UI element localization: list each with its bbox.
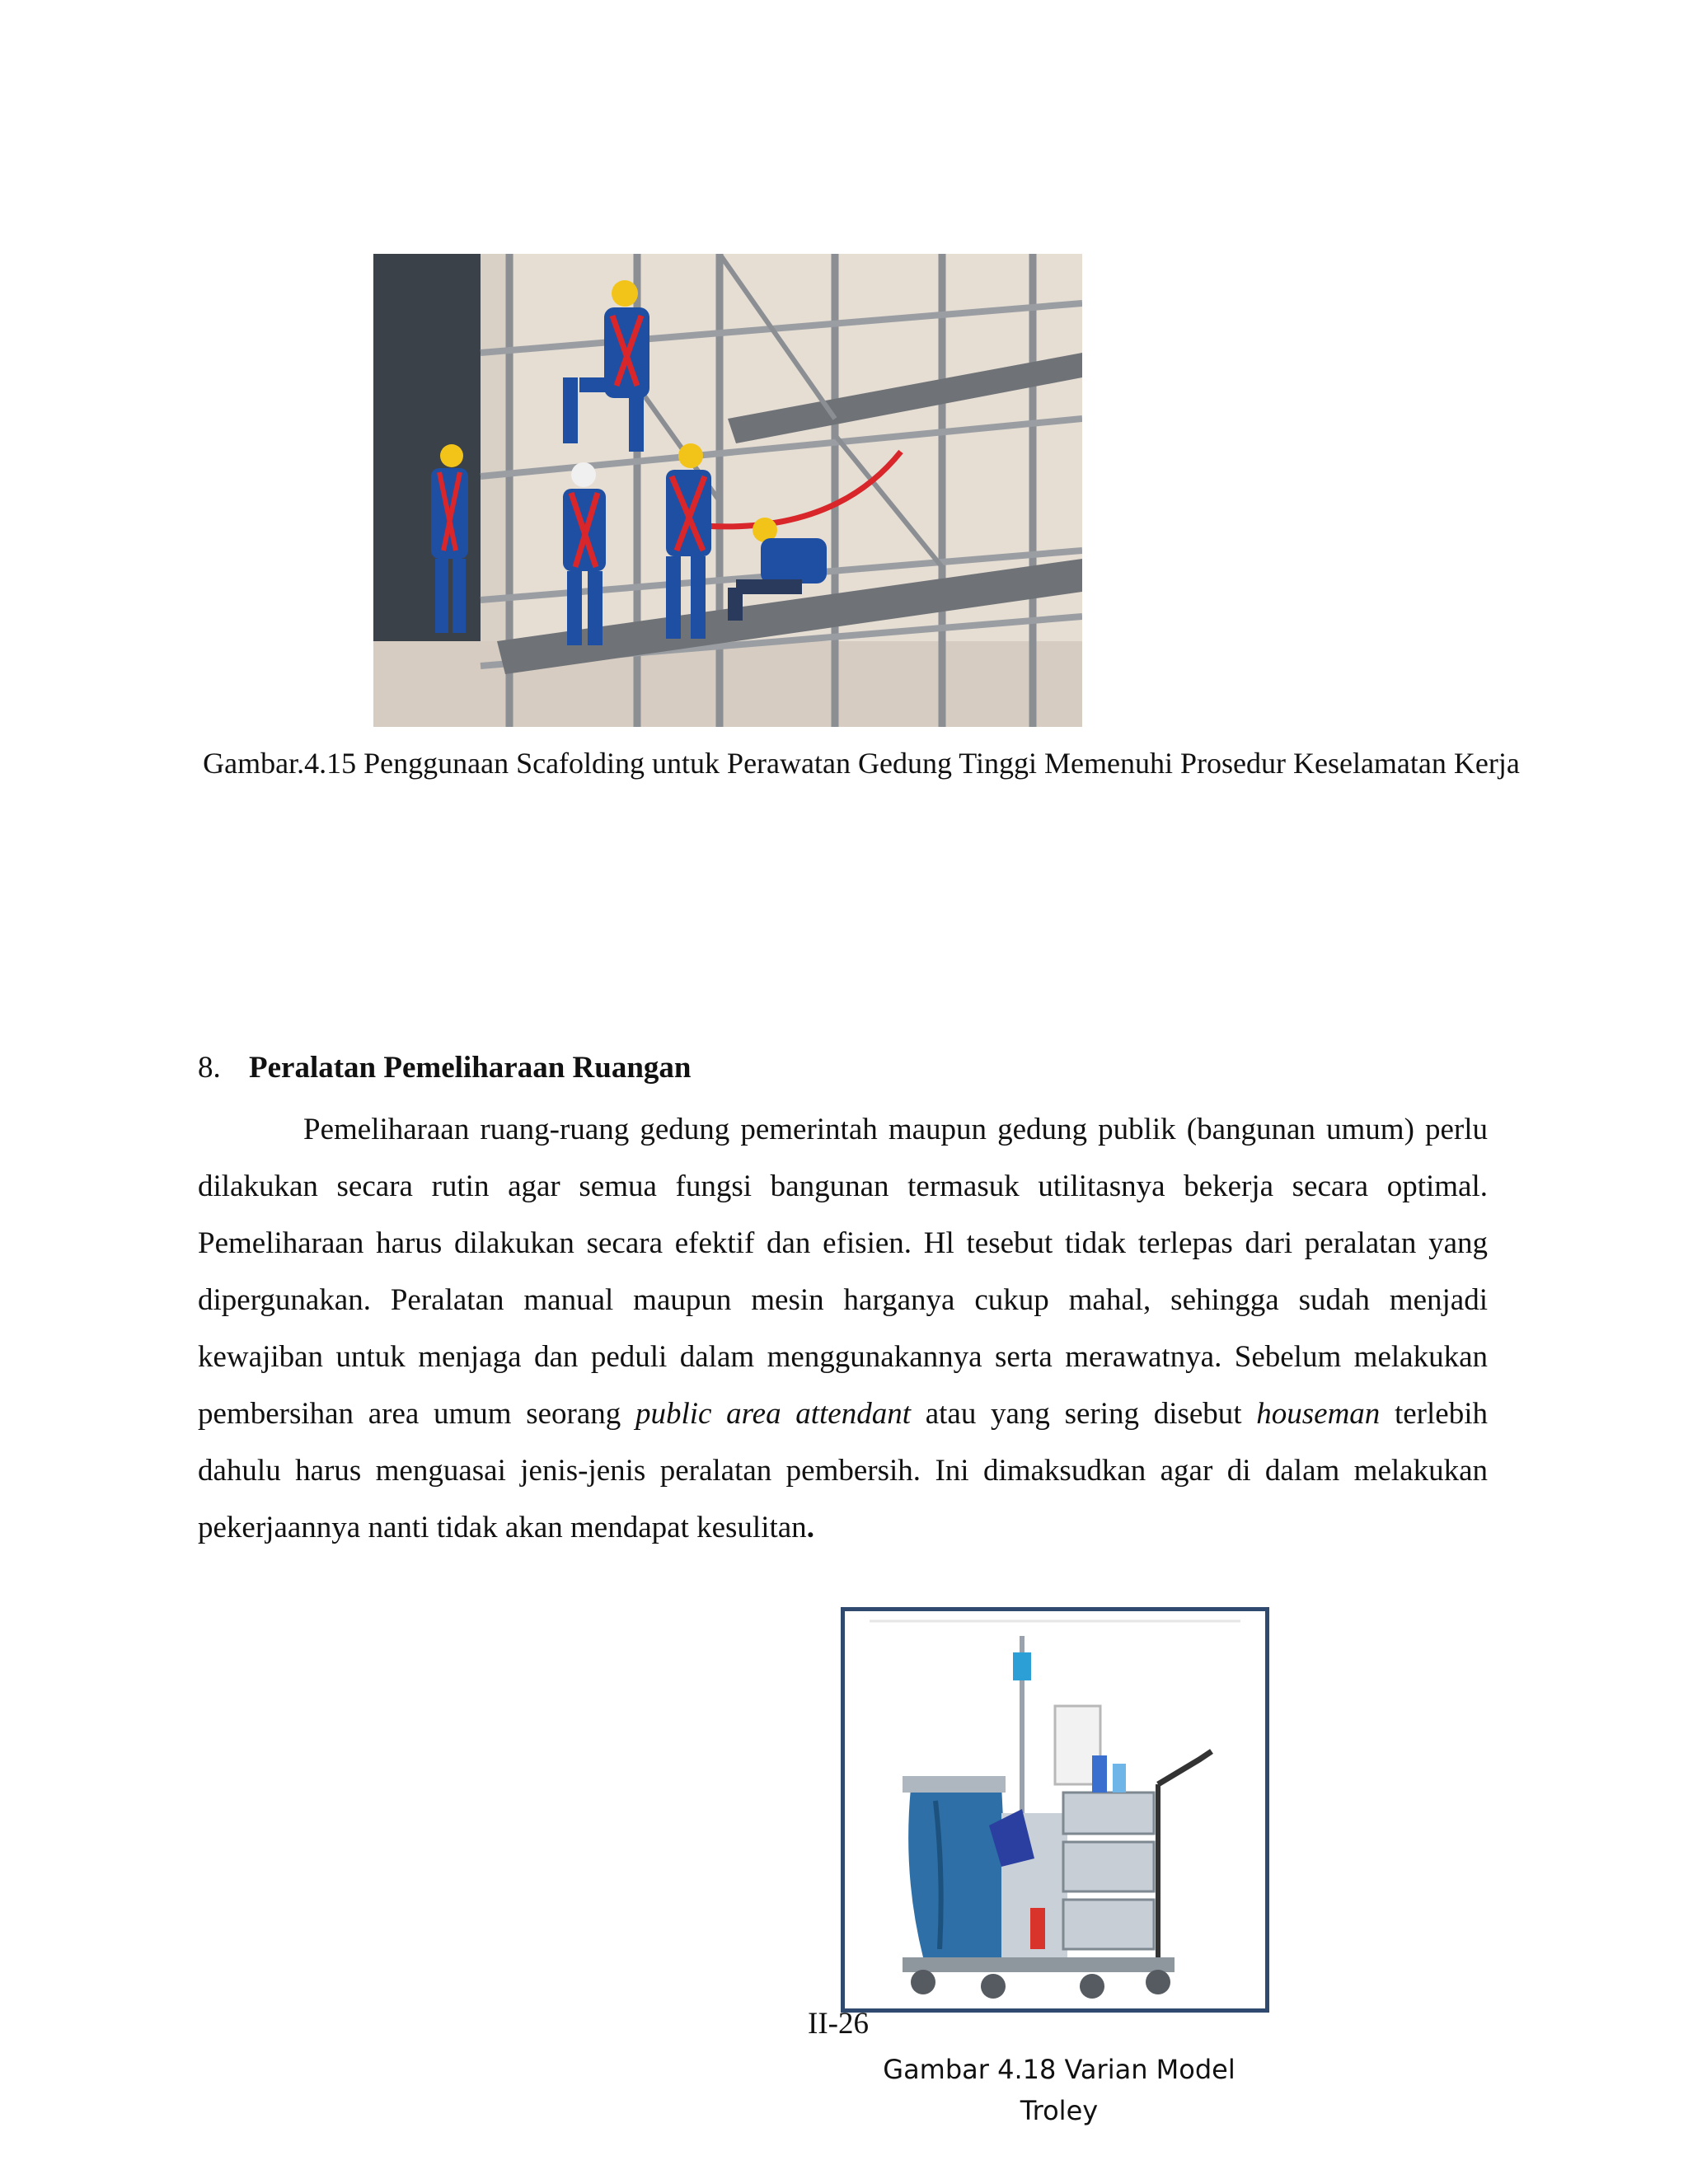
paragraph-end-mark: . [806,1511,814,1544]
body-paragraph [198,1101,1488,1556]
trolley-photo [841,1607,1269,2013]
paragraph-text-3: terlebih dahulu harus menguasai jenis-jenis peralatan pembersih. Ini dimaksudkan agar di dalam melakukan pekerjaannya nanti tidak akan mendapat kesulitan [198,1397,1488,1544]
page-number: II-26 [808,2007,869,2041]
figure-caption-4-15: Gambar.4.15 Penggunaan Scafolding untuk Perawatan Gedung Tinggi Memenuhi Prosedur Keselamatan Kerja [203,747,1520,780]
italic-term-houseman: houseman [1256,1397,1381,1431]
italic-term-public-area-attendant: public area attendant [635,1397,912,1431]
paragraph-text-1: Pemeliharaan ruang-ruang gedung pemerintah maupun gedung publik (bangunan umum) perlu dilakukan secara rutin agar semua fungsi bangunan termasuk utilitasnya bekerja secara optimal. Pemeliharaan harus dilakukan secara efektif dan efisien. Hl tesebut tidak terlepas dari peralatan yang dipergunakan. Peralatan manual maupun mesin harganya cukup mahal, sehingga sudah menjadi kewajiban untuk menjaga dan peduli dalam menggunakannya serta merawatnya. Sebelum melakukan pembersihan area umum seorang [198,1113,1488,1431]
scaffolding-photo [373,254,1082,727]
paragraph-text-2: atau yang sering disebut [911,1397,1257,1431]
figure-caption-4-18: Gambar 4.18 Varian Model Troley [883,2054,1236,2126]
section-number: 8. [198,1051,221,1085]
section-title: Peralatan Pemeliharaan Ruangan [249,1051,692,1085]
section-heading [198,1048,691,1088]
